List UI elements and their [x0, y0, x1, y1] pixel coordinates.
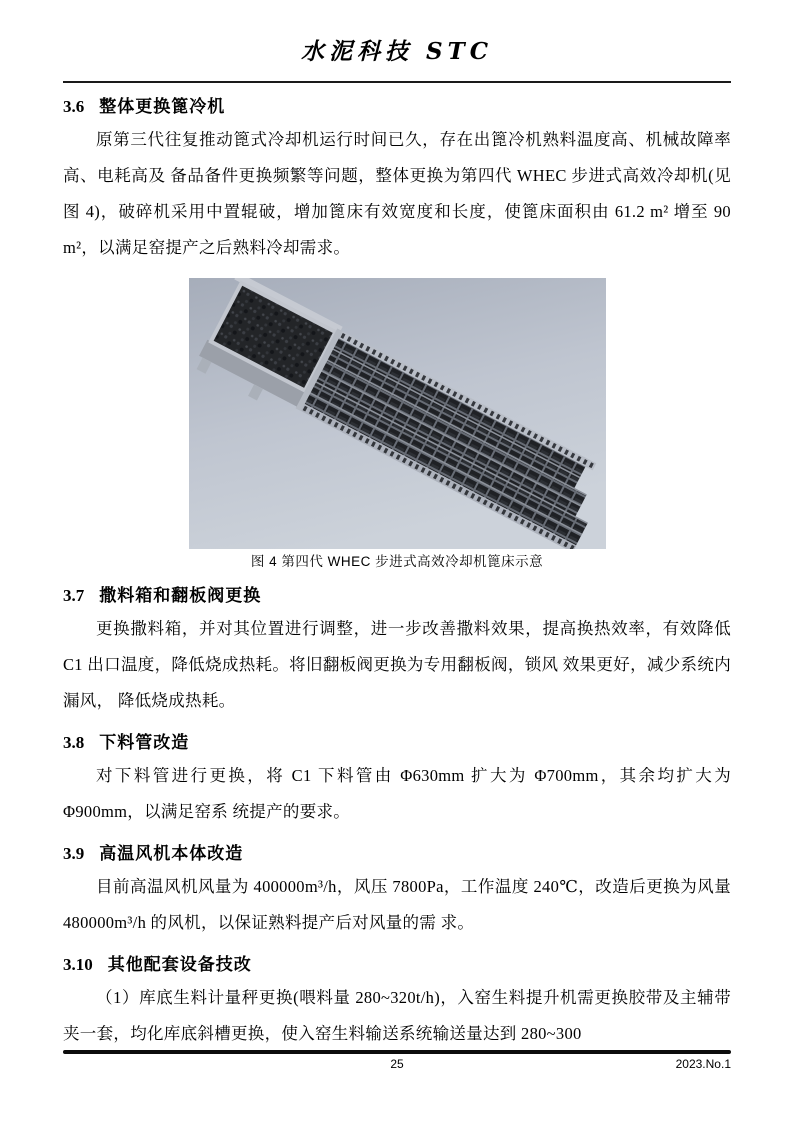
- section-heading: [63, 93, 731, 120]
- figure-caption: 图 4 第四代 WHEC 步进式高效冷却机篦床示意: [250, 554, 544, 569]
- section-paragraph: 对下料管进行更换，将 C1 下料管由 Φ630mm 扩大为 Φ700mm，其余均扩大为 Φ900mm，以满足窑系 统提产的要求。: [63, 766, 731, 821]
- section-paragraph: （1）库底生料计量秤更换(喂料量 280~320t/h)，入窑生料提升机需更换胶带及主辅带夹一套，均化库底斜槽更换，使入窑生料输送系统输送量达到 280~300: [63, 988, 731, 1043]
- figure: [63, 278, 731, 572]
- section-number: 3.7: [63, 586, 85, 605]
- section-heading: [63, 582, 731, 609]
- section-number: 3.8: [63, 733, 85, 752]
- header-rule: [63, 81, 731, 83]
- section-title: 整体更换篦冷机: [99, 97, 226, 116]
- page-header: [63, 36, 731, 83]
- grate-cooler-3d-render-image: [189, 278, 606, 549]
- section-number: 3.9: [63, 844, 85, 863]
- section-3-7: [63, 582, 731, 719]
- section-paragraph: 目前高温风机风量为 400000m³/h，风压 7800Pa，工作温度 240℃，改造后更换为风量 480000m³/h 的风机，以保证熟料提产后对风量的需 求。: [63, 877, 731, 932]
- section-3-9: [63, 840, 731, 941]
- section-title: 其他配套设备技改: [107, 955, 252, 974]
- section-paragraph: 更换撒料箱，并对其位置进行调整，进一步改善撒料效果，提高换热效率，有效降低 C1 出口温度，降低烧成热耗。将旧翻板阀更换为专用翻板阀，锁风 效果更好，减少系统内漏风， 降低烧成热耗。: [63, 619, 731, 710]
- section-title: 下料管改造: [99, 733, 190, 752]
- page-number: 25: [390, 1057, 404, 1071]
- issue-number: 2023.No.1: [675, 1057, 731, 1071]
- journal-title: 水泥科技 STC: [300, 38, 494, 65]
- section-number: 3.10: [63, 955, 93, 974]
- section-3-8: [63, 729, 731, 830]
- section-title: 高温风机本体改造: [99, 844, 244, 863]
- section-heading: [63, 729, 731, 756]
- section-3-10: [63, 951, 731, 1052]
- section-number: 3.6: [63, 97, 85, 116]
- section-heading: [63, 951, 731, 978]
- footer-row: [63, 1057, 731, 1077]
- footer-rule: [63, 1050, 731, 1054]
- page-footer: [63, 1050, 731, 1077]
- section-paragraph: 原第三代往复推动篦式冷却机运行时间已久，存在出篦冷机熟料温度高、机械故障率高、电耗高及 备品备件更换频繁等问题，整体更换为第四代 WHEC 步进式高效冷却机(见图 4)，破碎机采用中置辊破，增加篦床有效宽度和长度，使篦床面积由 61.2 m² 增至 90 m²，以满足窑提产之后熟料冷却需求。: [63, 130, 731, 257]
- section-heading: [63, 840, 731, 867]
- section-title: 撒料箱和翻板阀更换: [99, 586, 262, 605]
- section-3-6: [63, 93, 731, 572]
